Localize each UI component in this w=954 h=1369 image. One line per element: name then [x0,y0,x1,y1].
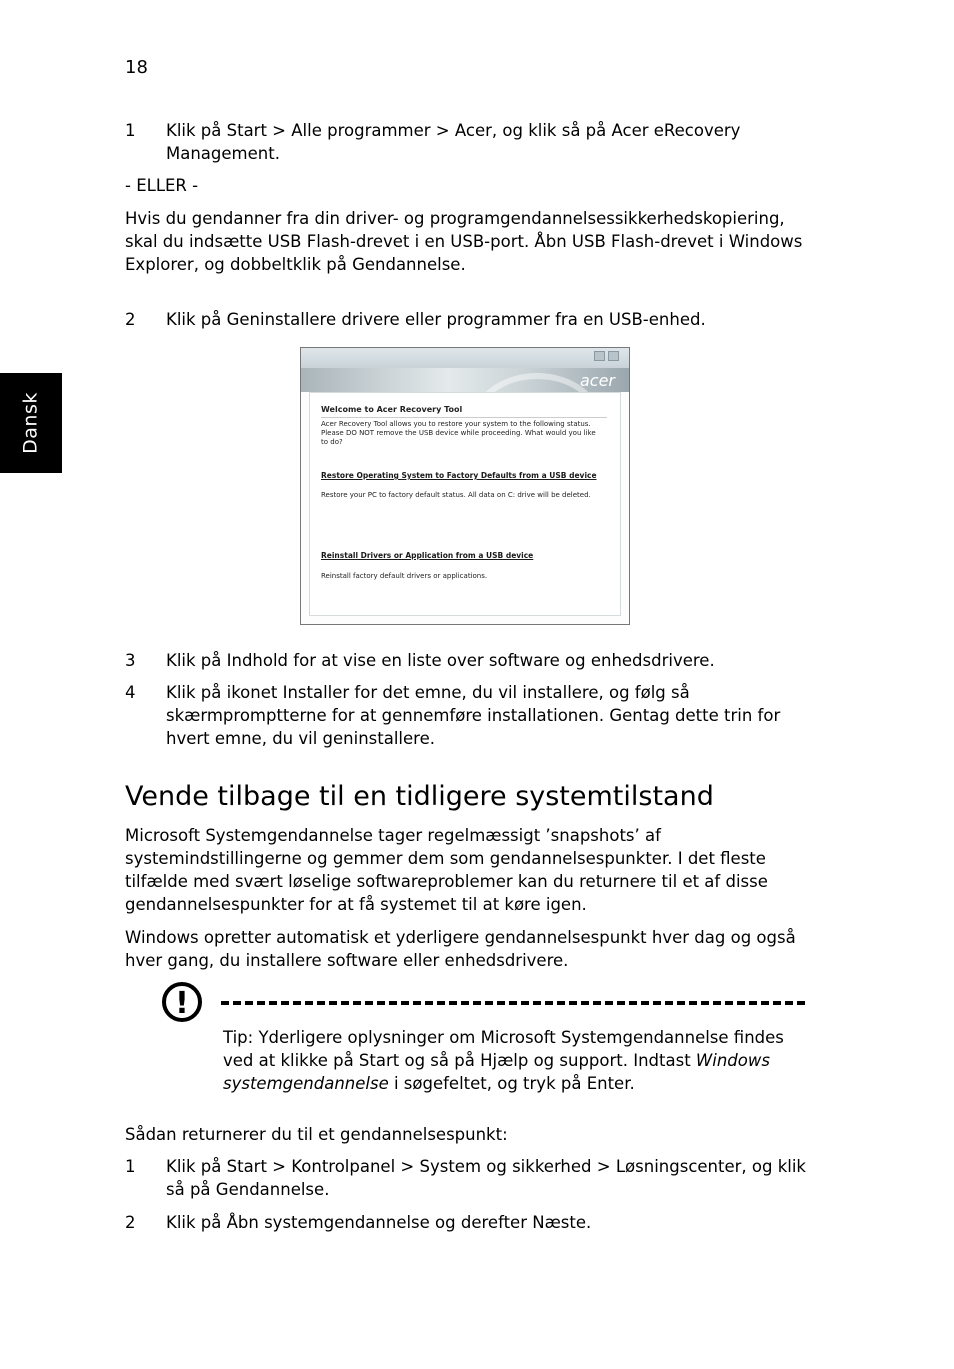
step-number: 1 [125,1157,136,1176]
language-tab [0,373,62,473]
step-text: Klik på Åbn systemgendannelse og derefter Næste. [166,1213,592,1232]
step-number: 2 [125,1213,136,1232]
tip-text: Tip: Yderligere oplysninger om Microsoft Systemgendannelse findes ved at klikke på Start og så på Hjælp og support. Indtast Windows systemgendannelse i søgefeltet, og tryk på Enter. [223,1028,784,1093]
step-text: Klik på Start > Kontrolpanel > System og sikkerhed > Løsningscenter, og klik så på Gendannelse. [166,1157,806,1199]
welcome-title: Welcome to Acer Recovery Tool [321,405,463,414]
step-number: 3 [125,651,136,670]
restore-step-1 [125,1155,815,1201]
reinstall-drivers-link[interactable]: Reinstall Drivers or Application from a USB device [321,551,534,560]
page-number: 18 [125,57,148,78]
restore-os-desc: Restore your PC to factory default status. All data on C: drive will be deleted. [321,491,591,499]
close-icon [608,351,619,361]
step-text: Klik på Geninstallere drivere eller programmer fra en USB-enhed. [166,310,706,329]
eller-separator: - ELLER - [125,176,199,195]
usb-paragraph: Hvis du gendanner fra din driver- og programgendannelsessikkerhedskopiering, skal du indsætte USB Flash-drevet i en USB-port. Åbn USB Flash-drevet i Windows Explorer, og dobbeltklik på Gendannelse. [125,209,803,274]
restore-os-link[interactable]: Restore Operating System to Factory Defaults from a USB device [321,471,597,480]
restore-intro: Sådan returnerer du til et gendannelsespunkt: [125,1125,508,1144]
paragraph-system-restore: Microsoft Systemgendannelse tager regelmæssigt ’snapshots’ af systemindstillingerne og gemmer dem som gendannelsespunkter. I det fleste tilfælde med svært løselige softwareproblemer kan du returnere til et af disse gendannelsespunkter for at få systemet til at køre igen. [125,826,768,914]
step-number: 1 [125,121,136,140]
step-2 [125,308,815,331]
section-heading: Vende tilbage til en tidligere systemtilstand [125,781,714,812]
acer-logo: acer [579,371,615,390]
tip-divider [221,1001,805,1005]
step-text: Klik på Indhold for at vise en liste over software og enhedsdrivere. [166,651,715,670]
minimize-icon [594,351,605,361]
recovery-tool-screenshot [300,347,630,625]
exclamation-icon [162,982,202,1022]
restore-step-2 [125,1211,815,1234]
step-1 [125,119,815,165]
step-4 [125,681,815,750]
step-text: Klik på ikonet Installer for det emne, du vil installere, og følg så skærmpromptterne for at gennemføre installationen. Gentag dette trin for hvert emne, du vil geninstallere. [166,683,781,748]
window-titlebar [301,348,629,368]
paragraph-windows-restore: Windows opretter automatisk et yderligere gendannelsespunkt hver dag og også hver gang, du installere software eller enhedsdrivere. [125,928,796,970]
step-number: 2 [125,310,136,329]
intro-text: Acer Recovery Tool allows you to restore your system to the following status. Please DO NOT remove the USB device while proceeding. What would you like to do? [321,420,596,446]
language-tab-label: Dansk [19,392,42,454]
step-3 [125,649,815,672]
reinstall-drivers-desc: Reinstall factory default drivers or applications. [321,572,488,580]
step-number: 4 [125,683,136,702]
step-text: Klik på Start > Alle programmer > Acer, og klik så på Acer eRecovery Management. [166,121,741,163]
content-panel [309,392,621,616]
